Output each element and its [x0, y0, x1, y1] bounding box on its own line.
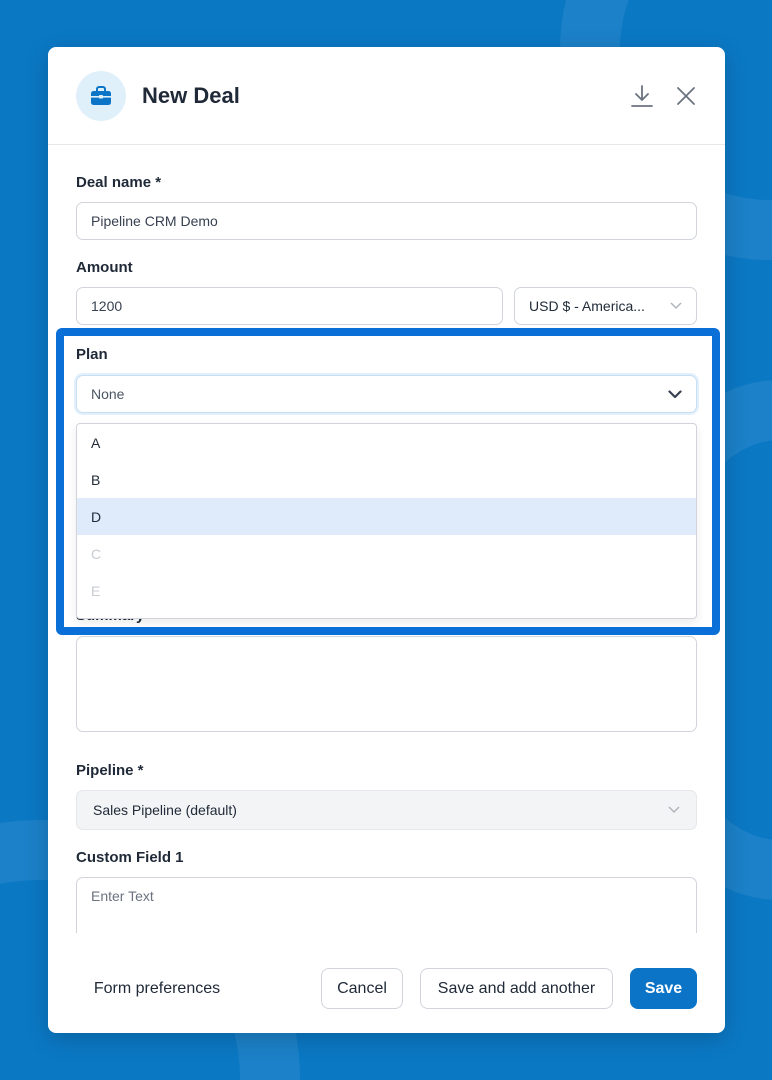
chevron-down-icon [668, 806, 680, 814]
header-actions [631, 85, 697, 107]
modal-title: New Deal [142, 82, 240, 108]
plan-select-value: None [91, 386, 125, 402]
summary-textarea[interactable] [76, 636, 697, 732]
save-button[interactable]: Save [630, 968, 697, 1009]
plan-option-d[interactable]: D [77, 498, 696, 535]
plan-select[interactable] [76, 375, 697, 413]
form-preferences-button[interactable]: Form preferences [93, 979, 221, 997]
plan-option-c[interactable]: C [91, 545, 102, 562]
custom-field-1-placeholder: Enter Text [91, 888, 154, 904]
plan-dropdown-menu [76, 423, 697, 619]
pipeline-select[interactable] [76, 790, 697, 830]
currency-select[interactable] [514, 287, 697, 325]
cancel-button[interactable]: Cancel [321, 968, 403, 1009]
chevron-down-icon [670, 302, 682, 310]
amount-label: Amount [76, 259, 133, 276]
plan-label: Plan [76, 346, 108, 363]
deal-name-label: Deal name * [76, 174, 162, 191]
pipeline-select-value: Sales Pipeline (default) [93, 802, 237, 818]
plan-option-a[interactable]: A [91, 434, 101, 451]
amount-input[interactable]: 1200 [76, 287, 503, 325]
download-icon[interactable] [631, 85, 653, 107]
modal-header [48, 47, 725, 145]
custom-field-1-label: Custom Field 1 [76, 849, 184, 866]
chevron-down-icon [668, 390, 682, 399]
plan-option-b[interactable]: B [91, 471, 101, 488]
deal-name-input[interactable]: Pipeline CRM Demo [76, 202, 697, 240]
close-icon[interactable] [675, 85, 697, 107]
currency-select-value: USD $ - America... [529, 298, 645, 314]
save-and-add-another-button[interactable]: Save and add another [420, 968, 613, 1009]
plan-option-e[interactable]: E [91, 582, 101, 599]
pipeline-label: Pipeline * [76, 762, 144, 779]
custom-field-1-input[interactable] [76, 877, 697, 933]
briefcase-icon [76, 71, 126, 121]
